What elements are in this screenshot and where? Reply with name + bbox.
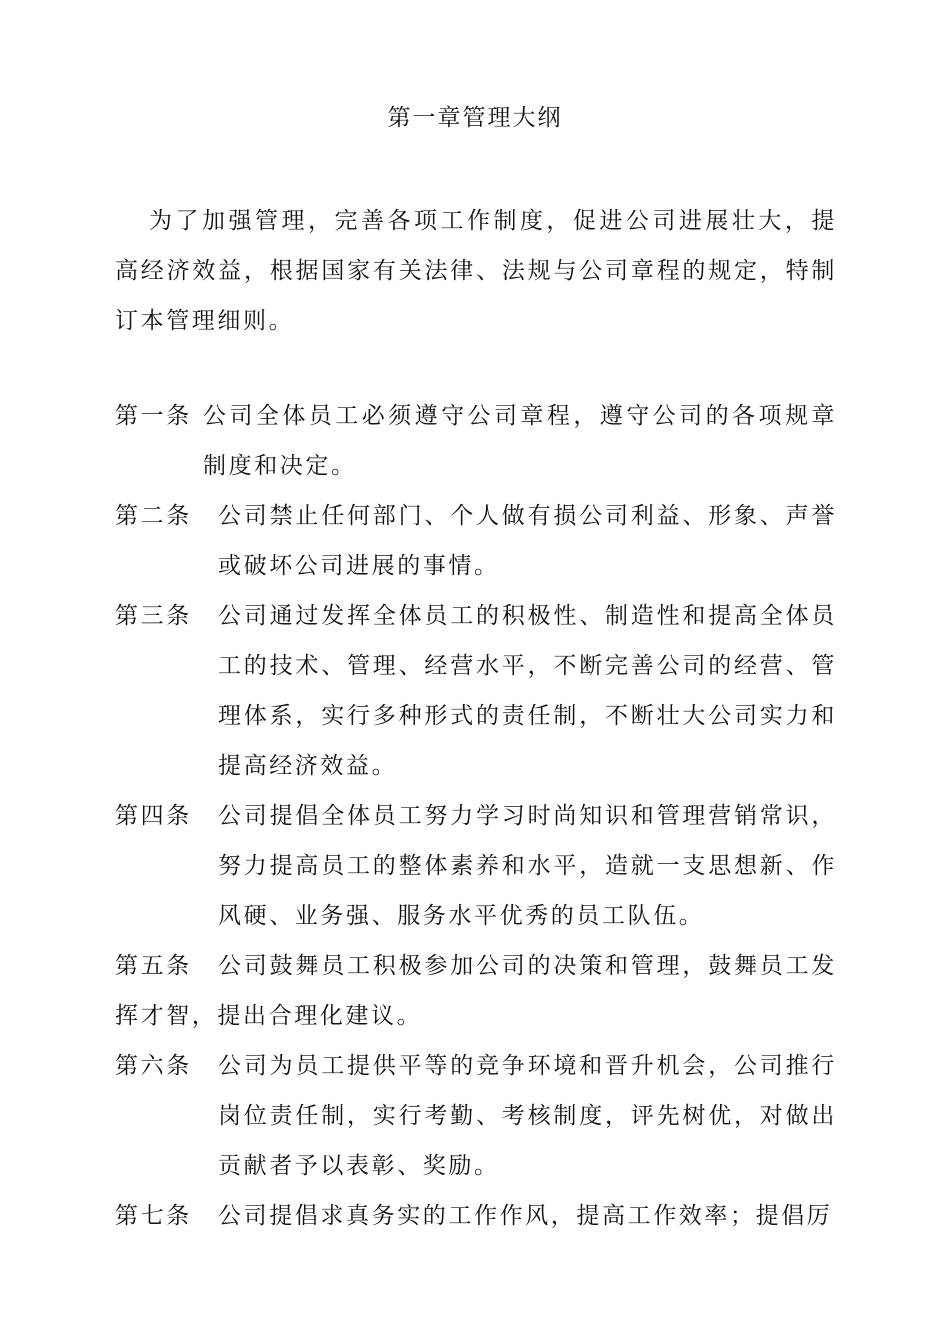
chapter-title: 第一章管理大纲	[387, 105, 563, 131]
article-2	[115, 491, 837, 591]
article-text: 公司全体员工必须遵守公司章程，遵守公司的各项规章制度和决定。	[203, 403, 837, 479]
intro-paragraph: 为了加强管理，完善各项工作制度，促进公司进展壮大，提高经济效益，根据国家有关法律、法规与公司章程的规定，特制订本管理细则。	[115, 208, 837, 334]
article-6	[115, 1041, 837, 1191]
article-number: 第一条	[115, 403, 192, 429]
article-7	[115, 1191, 837, 1241]
article-number: 第六条	[115, 1053, 192, 1079]
article-number: 第七条	[115, 1203, 192, 1229]
article-text: 公司为员工提供平等的竞争环境和晋升机会，公司推行岗位责任制，实行考勤、考核制度，评先树优，对做出贡献者予以表彰、奖励。	[218, 1053, 837, 1179]
article-text: 公司提倡全体员工努力学习时尚知识和管理营销常识，努力提高员工的整体素养和水平，造就一支思想新、作风硬、业务强、服务水平优秀的员工队伍。	[218, 803, 837, 929]
article-4	[115, 791, 837, 941]
article-text: 公司提倡求真务实的工作作风，提高工作效率；提倡厉	[218, 1203, 833, 1229]
article-number: 第五条	[115, 953, 192, 979]
article-3	[115, 591, 837, 791]
article-number: 第二条	[115, 503, 192, 529]
article-text: 公司鼓舞员工积极参加公司的决策和管理，鼓舞员工发挥才智，提出合理化建议。	[115, 953, 837, 1029]
article-1	[115, 391, 837, 491]
article-number: 第四条	[115, 803, 192, 829]
article-text: 公司通过发挥全体员工的积极性、制造性和提高全体员工的技术、管理、经营水平，不断完善公司的经营、管理体系，实行多种形式的责任制，不断壮大公司实力和提高经济效益。	[218, 603, 837, 779]
article-number: 第三条	[115, 603, 192, 629]
article-text: 公司禁止任何部门、个人做有损公司利益、形象、声誉或破坏公司进展的事情。	[218, 503, 837, 579]
article-5	[115, 941, 837, 1041]
